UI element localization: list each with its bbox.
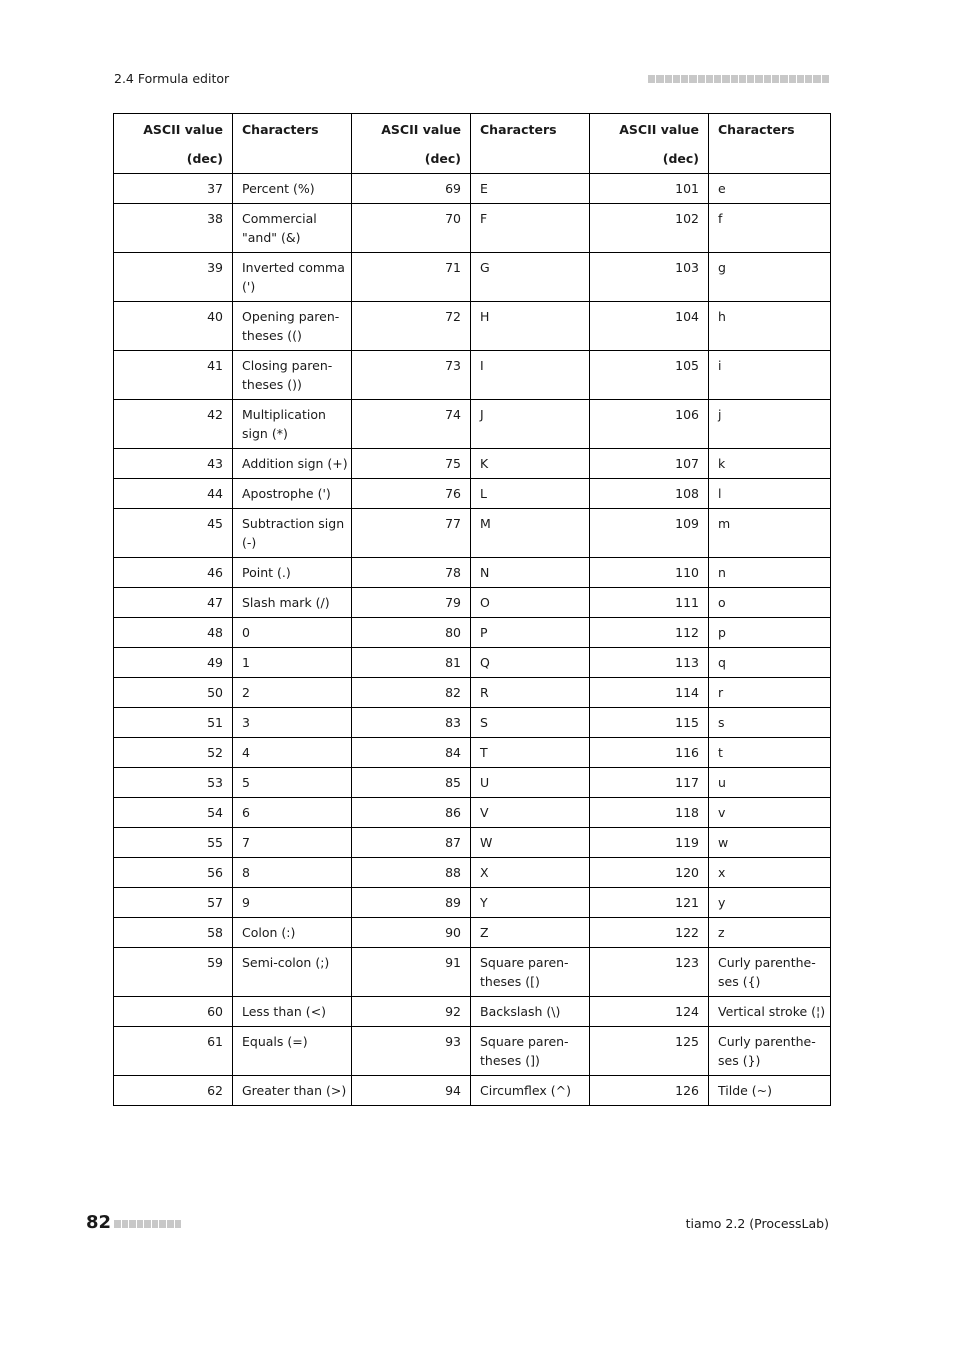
ascii-value-cell: 70 [352,204,471,253]
header-line: ASCII value [143,122,223,137]
decoration-square [764,75,771,83]
character-cell: R [471,678,590,708]
ascii-value-cell: 38 [114,204,233,253]
ascii-value-cell: 120 [590,858,709,888]
character-cell: 5 [233,768,352,798]
ascii-value-cell: 72 [352,302,471,351]
decoration-square [747,75,754,83]
character-cell: Less than (<) [233,997,352,1027]
character-cell: Subtraction sign (-) [233,509,352,558]
table-row [114,948,831,997]
header-characters [471,114,590,174]
table-row [114,918,831,948]
ascii-value-cell: 85 [352,768,471,798]
character-cell: W [471,828,590,858]
ascii-value-cell: 40 [114,302,233,351]
character-cell: 1 [233,648,352,678]
ascii-value-cell: 102 [590,204,709,253]
ascii-value-cell: 69 [352,174,471,204]
character-cell: O [471,588,590,618]
ascii-value-cell: 57 [114,888,233,918]
ascii-value-cell: 62 [114,1076,233,1106]
ascii-value-cell: 49 [114,648,233,678]
decoration-square [797,75,804,83]
ascii-value-cell: 58 [114,918,233,948]
character-cell: v [709,798,831,828]
ascii-value-cell: 45 [114,509,233,558]
ascii-value-cell: 87 [352,828,471,858]
ascii-value-cell: 123 [590,948,709,997]
header-line: Characters [242,122,319,137]
ascii-value-cell: 104 [590,302,709,351]
character-cell: Q [471,648,590,678]
ascii-value-cell: 74 [352,400,471,449]
character-cell: x [709,858,831,888]
table-header-row [114,114,831,174]
decoration-square [144,1220,151,1228]
ascii-value-cell: 79 [352,588,471,618]
ascii-value-cell: 82 [352,678,471,708]
table-row [114,509,831,558]
character-cell: Curly parenthe- ses (}) [709,1027,831,1076]
decoration-square [689,75,696,83]
ascii-value-cell: 125 [590,1027,709,1076]
table-row [114,858,831,888]
character-cell: Vertical stroke (¦) [709,997,831,1027]
decoration-square [714,75,721,83]
ascii-value-cell: 73 [352,351,471,400]
ascii-value-cell: 80 [352,618,471,648]
ascii-value-cell: 110 [590,558,709,588]
character-cell: Inverted comma (') [233,253,352,302]
section-title: 2.4 Formula editor [114,71,230,86]
ascii-value-cell: 101 [590,174,709,204]
decoration-square [755,75,762,83]
character-cell: Closing paren- theses ()) [233,351,352,400]
ascii-value-cell: 81 [352,648,471,678]
ascii-value-cell: 111 [590,588,709,618]
character-cell: k [709,449,831,479]
decoration-square [722,75,729,83]
ascii-value-cell: 77 [352,509,471,558]
table-row [114,888,831,918]
table-row [114,588,831,618]
character-cell: p [709,618,831,648]
ascii-value-cell: 126 [590,1076,709,1106]
header-line: Characters [718,122,795,137]
decoration-square [822,75,829,83]
character-cell: M [471,509,590,558]
character-cell: Greater than (>) [233,1076,352,1106]
decoration-square [731,75,738,83]
character-cell: Square paren- theses (]) [471,1027,590,1076]
character-cell: l [709,479,831,509]
table-row [114,351,831,400]
header-ascii-value [114,114,233,174]
ascii-value-cell: 89 [352,888,471,918]
character-cell: Curly parenthe- ses ({) [709,948,831,997]
table-row [114,828,831,858]
character-cell: 8 [233,858,352,888]
decoration-square [789,75,796,83]
ascii-value-cell: 59 [114,948,233,997]
decoration-square [114,1220,121,1228]
character-cell: Backslash (\) [471,997,590,1027]
character-cell: 6 [233,798,352,828]
character-cell: Z [471,918,590,948]
ascii-value-cell: 47 [114,588,233,618]
character-cell: Colon (:) [233,918,352,948]
ascii-value-cell: 39 [114,253,233,302]
decoration-square [137,1220,144,1228]
character-cell: 3 [233,708,352,738]
ascii-value-cell: 50 [114,678,233,708]
ascii-value-cell: 83 [352,708,471,738]
table-row [114,997,831,1027]
ascii-value-cell: 75 [352,449,471,479]
character-cell: e [709,174,831,204]
character-cell: i [709,351,831,400]
ascii-value-cell: 54 [114,798,233,828]
ascii-value-cell: 90 [352,918,471,948]
header-line: (dec) [662,151,699,166]
character-cell: j [709,400,831,449]
character-cell: Equals (=) [233,1027,352,1076]
ascii-value-cell: 107 [590,449,709,479]
ascii-value-cell: 55 [114,828,233,858]
decoration-square [665,75,672,83]
table-row [114,204,831,253]
ascii-value-cell: 122 [590,918,709,948]
decoration-square [780,75,787,83]
header-characters [709,114,831,174]
ascii-value-cell: 105 [590,351,709,400]
decoration-square [698,75,705,83]
character-cell: s [709,708,831,738]
ascii-value-cell: 60 [114,997,233,1027]
ascii-value-cell: 48 [114,618,233,648]
character-cell: 7 [233,828,352,858]
footer-decoration [114,1220,181,1228]
character-cell: Commercial "and" (&) [233,204,352,253]
ascii-value-cell: 109 [590,509,709,558]
ascii-value-cell: 106 [590,400,709,449]
decoration-square [152,1220,159,1228]
ascii-value-cell: 46 [114,558,233,588]
character-cell: I [471,351,590,400]
character-cell: Multiplication sign (*) [233,400,352,449]
decoration-square [175,1220,182,1228]
table-row [114,253,831,302]
decoration-square [706,75,713,83]
ascii-value-cell: 93 [352,1027,471,1076]
header-line: Characters [480,122,557,137]
decoration-square [167,1220,174,1228]
character-cell: Addition sign (+) [233,449,352,479]
character-cell: m [709,509,831,558]
ascii-value-cell: 88 [352,858,471,888]
ascii-value-cell: 94 [352,1076,471,1106]
character-cell: Opening paren- theses (() [233,302,352,351]
table-body [114,174,831,1106]
character-cell: 2 [233,678,352,708]
header-ascii-value [352,114,471,174]
ascii-value-cell: 114 [590,678,709,708]
ascii-value-cell: 37 [114,174,233,204]
character-cell: Tilde (~) [709,1076,831,1106]
table-row [114,1076,831,1106]
table-row [114,618,831,648]
table-row [114,302,831,351]
character-cell: L [471,479,590,509]
character-cell: U [471,768,590,798]
character-cell: T [471,738,590,768]
table-row [114,738,831,768]
ascii-value-cell: 41 [114,351,233,400]
ascii-value-cell: 56 [114,858,233,888]
page-number: 82 [86,1212,112,1233]
character-cell: Point (.) [233,558,352,588]
character-cell: S [471,708,590,738]
character-cell: q [709,648,831,678]
ascii-value-cell: 119 [590,828,709,858]
character-cell: X [471,858,590,888]
ascii-value-cell: 116 [590,738,709,768]
decoration-square [673,75,680,83]
table-row [114,174,831,204]
ascii-table [113,113,831,1106]
ascii-value-cell: 86 [352,798,471,828]
character-cell: t [709,738,831,768]
table-row [114,678,831,708]
table-row [114,400,831,449]
character-cell: w [709,828,831,858]
character-cell: y [709,888,831,918]
character-cell: Apostrophe (') [233,479,352,509]
table-row [114,558,831,588]
decoration-square [681,75,688,83]
ascii-value-cell: 76 [352,479,471,509]
header-line: (dec) [424,151,461,166]
decoration-square [656,75,663,83]
decoration-square [129,1220,136,1228]
ascii-value-cell: 112 [590,618,709,648]
ascii-value-cell: 51 [114,708,233,738]
ascii-value-cell: 61 [114,1027,233,1076]
character-cell: G [471,253,590,302]
character-cell: Semi-colon (;) [233,948,352,997]
character-cell: E [471,174,590,204]
ascii-value-cell: 124 [590,997,709,1027]
header-line: (dec) [186,151,223,166]
ascii-value-cell: 108 [590,479,709,509]
character-cell: h [709,302,831,351]
ascii-value-cell: 115 [590,708,709,738]
ascii-value-cell: 71 [352,253,471,302]
ascii-value-cell: 44 [114,479,233,509]
character-cell: u [709,768,831,798]
character-cell: o [709,588,831,618]
character-cell: Percent (%) [233,174,352,204]
character-cell: J [471,400,590,449]
ascii-value-cell: 117 [590,768,709,798]
character-cell: Y [471,888,590,918]
character-cell: N [471,558,590,588]
ascii-value-cell: 52 [114,738,233,768]
ascii-value-cell: 84 [352,738,471,768]
product-name: tiamo 2.2 (ProcessLab) [685,1216,829,1231]
ascii-value-cell: 43 [114,449,233,479]
character-cell: 4 [233,738,352,768]
ascii-value-cell: 118 [590,798,709,828]
table-row [114,798,831,828]
header-characters [233,114,352,174]
character-cell: Square paren- theses ([) [471,948,590,997]
character-cell: 9 [233,888,352,918]
character-cell: 0 [233,618,352,648]
character-cell: Slash mark (/) [233,588,352,618]
ascii-value-cell: 121 [590,888,709,918]
table-row [114,768,831,798]
header-decoration [648,75,829,83]
decoration-square [772,75,779,83]
character-cell: F [471,204,590,253]
ascii-value-cell: 91 [352,948,471,997]
character-cell: H [471,302,590,351]
ascii-value-cell: 92 [352,997,471,1027]
header-line: ASCII value [619,122,699,137]
table-row [114,708,831,738]
decoration-square [813,75,820,83]
decoration-square [805,75,812,83]
decoration-square [122,1220,129,1228]
character-cell: K [471,449,590,479]
table-row [114,648,831,678]
table-row [114,449,831,479]
character-cell: g [709,253,831,302]
character-cell: n [709,558,831,588]
header-line: ASCII value [381,122,461,137]
character-cell: r [709,678,831,708]
ascii-value-cell: 113 [590,648,709,678]
header-ascii-value [590,114,709,174]
decoration-square [739,75,746,83]
decoration-square [159,1220,166,1228]
character-cell: f [709,204,831,253]
ascii-value-cell: 103 [590,253,709,302]
character-cell: Circumflex (^) [471,1076,590,1106]
character-cell: P [471,618,590,648]
ascii-value-cell: 53 [114,768,233,798]
ascii-value-cell: 78 [352,558,471,588]
character-cell: z [709,918,831,948]
table-row [114,1027,831,1076]
character-cell: V [471,798,590,828]
table-row [114,479,831,509]
ascii-value-cell: 42 [114,400,233,449]
decoration-square [648,75,655,83]
